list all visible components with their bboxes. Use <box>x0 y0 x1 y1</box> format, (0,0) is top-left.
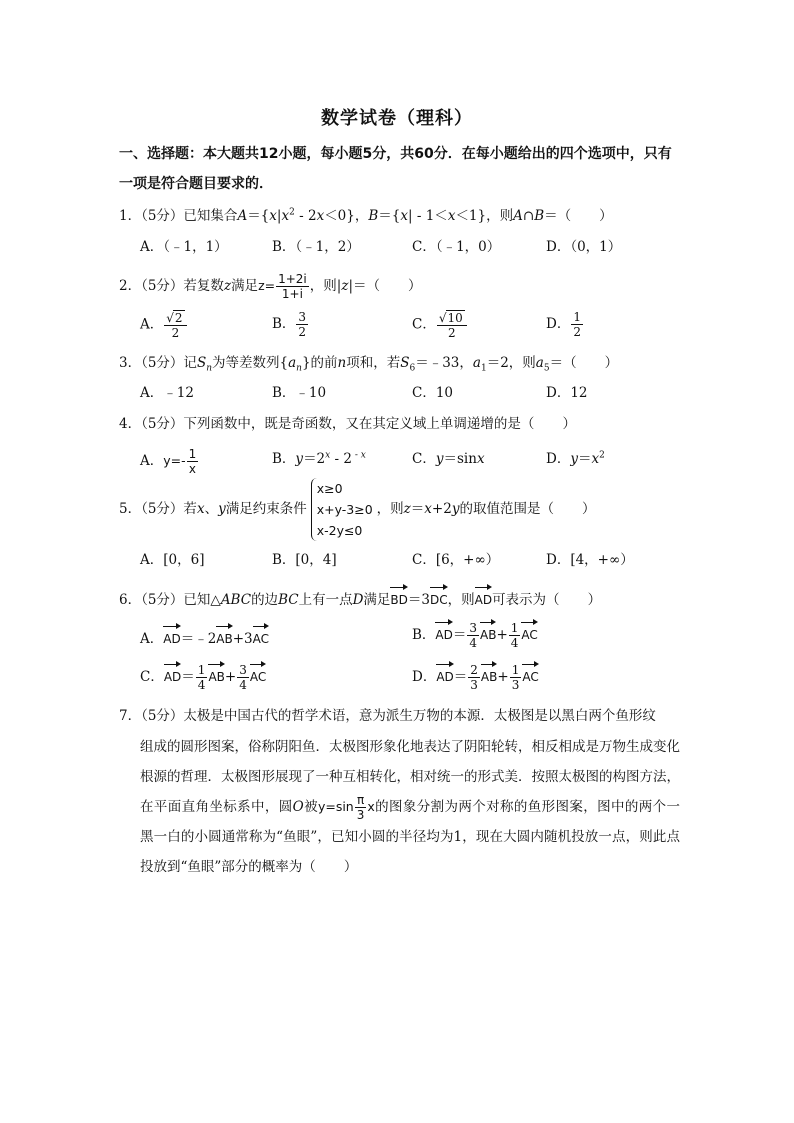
question-1-option-a[interactable]: A．（﹣1，1） <box>140 239 228 255</box>
section-heading-choice: 一、选择题：本大题共12小题，每小题5分，共60分．在每小题给出的四个选项中，只有一项是符合题目要求的． <box>119 146 672 192</box>
question-3-option-d[interactable]: D．12 <box>546 385 588 401</box>
question-2-option-c[interactable]: C． $\frac{√10}{2}$ <box>412 310 468 340</box>
question-4-option-b[interactable]: B．$y=2^x - 2$ $^{- x}$ <box>272 450 366 467</box>
question-3-option-a[interactable]: A．﹣12 <box>140 385 194 401</box>
question-6-option-a[interactable]: A．AD＝﹣2AB+3AC <box>140 624 269 649</box>
question-4-option-a[interactable]: A．y=- $\frac{1}{x}$ <box>140 447 197 476</box>
question-4-stem: 4．（5分）下列函数中，既是奇函数，又在其定义域上单调递增的是（ ） <box>119 416 576 432</box>
question-2-stem: 2．（5分）若复数z满足z= $\frac{1+2i}{1+i}$ ，则|z|＝（ ） <box>119 272 422 301</box>
question-5-option-b[interactable]: B．[0，4] <box>272 552 337 568</box>
question-7-first-line: 7．（5分）太极是中国古代的哲学术语，意为派生万物的本源．太极图是以黑白两个鱼形纹 <box>119 708 656 724</box>
question-6-option-c[interactable]: C．AD＝ $\frac{1}{4}$ AB+ $\frac{3}{4}$ AC <box>140 663 267 692</box>
question-6-option-b[interactable]: B．AD＝ $\frac{3}{4}$ AB+ $\frac{1}{4}$ AC <box>412 621 538 650</box>
question-6-stem: 6．（5分）已知△ABC的边BC上有一点D满足BD＝3DC，则AD可表示为（ ） <box>119 585 601 610</box>
question-1-option-b[interactable]: B．（﹣1，2） <box>272 239 360 255</box>
question-2-option-b[interactable]: B． $\frac{3}{2}$ <box>272 310 307 339</box>
question-6-option-d[interactable]: D．AD＝ $\frac{2}{3}$ AB+ $\frac{1}{3}$ AC <box>412 663 539 692</box>
question-5-option-a[interactable]: A．[0，6] <box>140 552 205 568</box>
question-5-option-d[interactable]: D．[4，+∞） <box>546 552 634 568</box>
question-3-option-c[interactable]: C．10 <box>412 385 454 401</box>
question-3-stem: 3．（5分）记$S_n$为等差数列$\{a_n\}$的前n项和，若$S_6=﹣33$，$a_1=2$，则$a_5=$（ ） <box>119 355 619 374</box>
question-2-option-a[interactable]: A． $\frac{√2}{2}$ <box>140 310 188 340</box>
question-4-option-c[interactable]: C．y＝sinx <box>412 451 485 467</box>
question-3-option-b[interactable]: B．﹣10 <box>272 385 327 401</box>
question-4-option-d[interactable]: D．$y=x^2$ <box>546 450 605 467</box>
question-1-stem: 1．（5分）已知集合$A=\{x|x^2 - 2x<0\}$，B＝{x| - 1＜x＜1}，则A∩B＝（ ） <box>119 207 613 224</box>
question-1-option-c[interactable]: C．（﹣1，0） <box>412 239 501 255</box>
question-2-option-d[interactable]: D． $\frac{1}{2}$ <box>546 310 581 339</box>
question-7-body: 组成的圆形图案，俗称阴阳鱼．太极图形象化地表达了阴阳轮转，相反相成是万物生成变化根源的哲理．太极图形展现了一种互相转化，相对统一的形式美．按照太极图的构图方法，在平面直角坐标系中，圆O被y=sin $\frac{\pi}{3}$ x的图象分割为两个对称的鱼形图案，图中的两个一黑一白的小圆通常称为“鱼眼”，已知小圆的半径均为1，现在大圆内随机投放一点，则此点投放到“鱼眼”部分的概率为（ ） <box>140 739 681 875</box>
question-1-option-d[interactable]: D．（0，1） <box>546 239 622 255</box>
page-title: 数学试卷（理科） <box>321 108 473 129</box>
question-5-stem: 5．（5分）若x、y满足约束条件x≥0 x+y-3≥0 x-2y≤0，则z＝x+2y的取值范围是（ ） <box>119 478 595 541</box>
constraint-system: x≥0 x+y-3≥0 x-2y≤0 <box>311 478 373 541</box>
question-5-option-c[interactable]: C．[6，+∞） <box>412 552 500 568</box>
